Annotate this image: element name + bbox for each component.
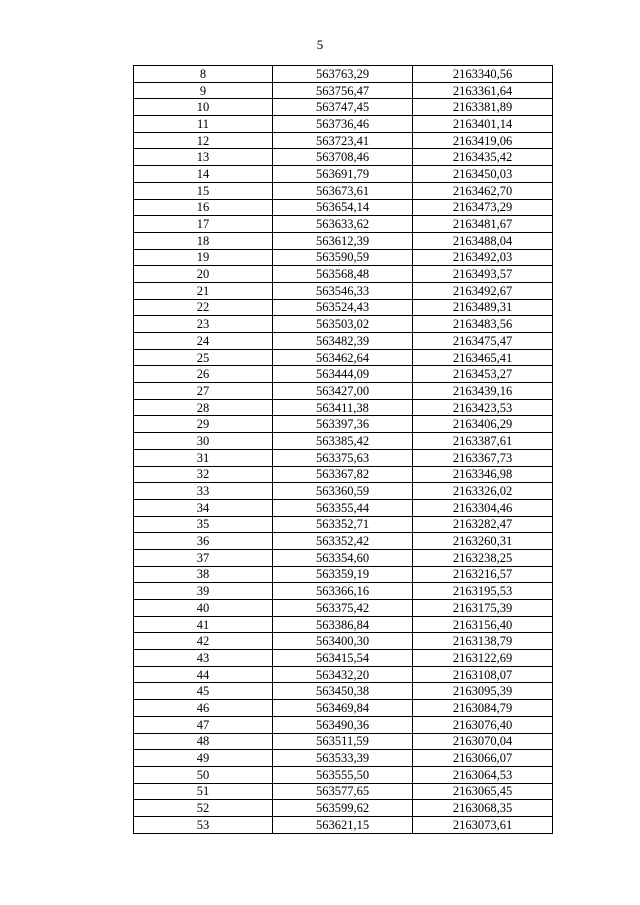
x-coordinate-cell: 563385,42 (273, 433, 413, 450)
table-row (134, 366, 553, 383)
point-number-cell: 48 (134, 733, 273, 750)
x-coordinate-cell: 563533,39 (273, 750, 413, 767)
x-coordinate-cell: 563397,36 (273, 416, 413, 433)
y-coordinate-cell: 2163465,41 (413, 349, 553, 366)
point-number-cell: 44 (134, 666, 273, 683)
x-coordinate-cell: 563736,46 (273, 116, 413, 133)
point-number-cell: 24 (134, 333, 273, 350)
point-number-cell: 15 (134, 182, 273, 199)
y-coordinate-cell: 2163346,98 (413, 466, 553, 483)
x-coordinate-cell: 563411,38 (273, 399, 413, 416)
y-coordinate-cell: 2163073,61 (413, 816, 553, 833)
x-coordinate-cell: 563763,29 (273, 66, 413, 83)
x-coordinate-cell: 563366,16 (273, 583, 413, 600)
table-row (134, 816, 553, 833)
x-coordinate-cell: 563568,48 (273, 266, 413, 283)
y-coordinate-cell: 2163066,07 (413, 750, 553, 767)
table-row (134, 800, 553, 817)
x-coordinate-cell: 563654,14 (273, 199, 413, 216)
table-row (134, 66, 553, 83)
table-row (134, 249, 553, 266)
point-number-cell: 43 (134, 650, 273, 667)
x-coordinate-cell: 563360,59 (273, 483, 413, 500)
table-row (134, 349, 553, 366)
table-row (134, 333, 553, 350)
table-row (134, 449, 553, 466)
table-row (134, 416, 553, 433)
y-coordinate-cell: 2163175,39 (413, 600, 553, 617)
y-coordinate-cell: 2163070,04 (413, 733, 553, 750)
point-number-cell: 42 (134, 633, 273, 650)
y-coordinate-cell: 2163108,07 (413, 666, 553, 683)
table-row (134, 299, 553, 316)
table-row (134, 733, 553, 750)
point-number-cell: 29 (134, 416, 273, 433)
y-coordinate-cell: 2163216,57 (413, 566, 553, 583)
point-number-cell: 28 (134, 399, 273, 416)
point-number-cell: 37 (134, 549, 273, 566)
x-coordinate-cell: 563524,43 (273, 299, 413, 316)
y-coordinate-cell: 2163435,42 (413, 149, 553, 166)
x-coordinate-cell: 563386,84 (273, 616, 413, 633)
y-coordinate-cell: 2163065,45 (413, 783, 553, 800)
table-row (134, 716, 553, 733)
x-coordinate-cell: 563621,15 (273, 816, 413, 833)
x-coordinate-cell: 563599,62 (273, 800, 413, 817)
x-coordinate-cell: 563747,45 (273, 99, 413, 116)
point-number-cell: 49 (134, 750, 273, 767)
x-coordinate-cell: 563415,54 (273, 650, 413, 667)
y-coordinate-cell: 2163419,06 (413, 132, 553, 149)
x-coordinate-cell: 563352,42 (273, 533, 413, 550)
point-number-cell: 41 (134, 616, 273, 633)
point-number-cell: 35 (134, 516, 273, 533)
x-coordinate-cell: 563555,50 (273, 766, 413, 783)
x-coordinate-cell: 563427,00 (273, 383, 413, 400)
point-number-cell: 20 (134, 266, 273, 283)
point-number-cell: 52 (134, 800, 273, 817)
point-number-cell: 34 (134, 499, 273, 516)
x-coordinate-cell: 563462,64 (273, 349, 413, 366)
point-number-cell: 27 (134, 383, 273, 400)
point-number-cell: 50 (134, 766, 273, 783)
y-coordinate-cell: 2163282,47 (413, 516, 553, 533)
x-coordinate-cell: 563756,47 (273, 82, 413, 99)
x-coordinate-cell: 563432,20 (273, 666, 413, 683)
x-coordinate-cell: 563546,33 (273, 282, 413, 299)
point-number-cell: 30 (134, 433, 273, 450)
point-number-cell: 26 (134, 366, 273, 383)
table-row (134, 566, 553, 583)
point-number-cell: 45 (134, 683, 273, 700)
table-row (134, 266, 553, 283)
y-coordinate-cell: 2163489,31 (413, 299, 553, 316)
y-coordinate-cell: 2163138,79 (413, 633, 553, 650)
table-row (134, 666, 553, 683)
point-number-cell: 25 (134, 349, 273, 366)
coordinates-table (133, 65, 553, 834)
table-row (134, 82, 553, 99)
y-coordinate-cell: 2163492,03 (413, 249, 553, 266)
point-number-cell: 9 (134, 82, 273, 99)
y-coordinate-cell: 2163076,40 (413, 716, 553, 733)
x-coordinate-cell: 563367,82 (273, 466, 413, 483)
y-coordinate-cell: 2163084,79 (413, 700, 553, 717)
y-coordinate-cell: 2163423,53 (413, 399, 553, 416)
x-coordinate-cell: 563352,71 (273, 516, 413, 533)
point-number-cell: 12 (134, 132, 273, 149)
y-coordinate-cell: 2163156,40 (413, 616, 553, 633)
point-number-cell: 14 (134, 166, 273, 183)
y-coordinate-cell: 2163304,46 (413, 499, 553, 516)
point-number-cell: 51 (134, 783, 273, 800)
y-coordinate-cell: 2163361,64 (413, 82, 553, 99)
point-number-cell: 21 (134, 282, 273, 299)
y-coordinate-cell: 2163064,53 (413, 766, 553, 783)
table-row (134, 282, 553, 299)
table-row (134, 633, 553, 650)
table-row (134, 766, 553, 783)
x-coordinate-cell: 563359,19 (273, 566, 413, 583)
y-coordinate-cell: 2163475,47 (413, 333, 553, 350)
x-coordinate-cell: 563490,36 (273, 716, 413, 733)
x-coordinate-cell: 563691,79 (273, 166, 413, 183)
x-coordinate-cell: 563375,42 (273, 600, 413, 617)
x-coordinate-cell: 563444,09 (273, 366, 413, 383)
y-coordinate-cell: 2163492,67 (413, 282, 553, 299)
page-number: 5 (316, 37, 324, 52)
y-coordinate-cell: 2163481,67 (413, 216, 553, 233)
point-number-cell: 8 (134, 66, 273, 83)
table-row (134, 232, 553, 249)
y-coordinate-cell: 2163195,53 (413, 583, 553, 600)
y-coordinate-cell: 2163453,27 (413, 366, 553, 383)
point-number-cell: 18 (134, 232, 273, 249)
y-coordinate-cell: 2163401,14 (413, 116, 553, 133)
table-row (134, 516, 553, 533)
x-coordinate-cell: 563633,62 (273, 216, 413, 233)
point-number-cell: 47 (134, 716, 273, 733)
x-coordinate-cell: 563673,61 (273, 182, 413, 199)
x-coordinate-cell: 563400,30 (273, 633, 413, 650)
table-row (134, 600, 553, 617)
table-row (134, 483, 553, 500)
table-row (134, 616, 553, 633)
x-coordinate-cell: 563469,84 (273, 700, 413, 717)
table-row (134, 433, 553, 450)
table-row (134, 750, 553, 767)
table-row (134, 650, 553, 667)
y-coordinate-cell: 2163462,70 (413, 182, 553, 199)
table-row (134, 783, 553, 800)
x-coordinate-cell: 563723,41 (273, 132, 413, 149)
point-number-cell: 22 (134, 299, 273, 316)
x-coordinate-cell: 563375,63 (273, 449, 413, 466)
x-coordinate-cell: 563612,39 (273, 232, 413, 249)
y-coordinate-cell: 2163473,29 (413, 199, 553, 216)
y-coordinate-cell: 2163122,69 (413, 650, 553, 667)
point-number-cell: 19 (134, 249, 273, 266)
x-coordinate-cell: 563590,59 (273, 249, 413, 266)
point-number-cell: 31 (134, 449, 273, 466)
point-number-cell: 53 (134, 816, 273, 833)
y-coordinate-cell: 2163260,31 (413, 533, 553, 550)
x-coordinate-cell: 563503,02 (273, 316, 413, 333)
y-coordinate-cell: 2163068,35 (413, 800, 553, 817)
y-coordinate-cell: 2163483,56 (413, 316, 553, 333)
point-number-cell: 32 (134, 466, 273, 483)
table-row (134, 316, 553, 333)
y-coordinate-cell: 2163450,03 (413, 166, 553, 183)
table-row (134, 383, 553, 400)
point-number-cell: 16 (134, 199, 273, 216)
table-row (134, 149, 553, 166)
table-row (134, 700, 553, 717)
point-number-cell: 36 (134, 533, 273, 550)
table-row (134, 499, 553, 516)
point-number-cell: 33 (134, 483, 273, 500)
y-coordinate-cell: 2163387,61 (413, 433, 553, 450)
table-row (134, 116, 553, 133)
table-row (134, 99, 553, 116)
table-row (134, 182, 553, 199)
y-coordinate-cell: 2163381,89 (413, 99, 553, 116)
x-coordinate-cell: 563708,46 (273, 149, 413, 166)
x-coordinate-cell: 563450,38 (273, 683, 413, 700)
y-coordinate-cell: 2163488,04 (413, 232, 553, 249)
table-row (134, 683, 553, 700)
x-coordinate-cell: 563354,60 (273, 549, 413, 566)
y-coordinate-cell: 2163340,56 (413, 66, 553, 83)
table-row (134, 216, 553, 233)
point-number-cell: 11 (134, 116, 273, 133)
point-number-cell: 17 (134, 216, 273, 233)
point-number-cell: 40 (134, 600, 273, 617)
point-number-cell: 23 (134, 316, 273, 333)
y-coordinate-cell: 2163406,29 (413, 416, 553, 433)
y-coordinate-cell: 2163238,25 (413, 549, 553, 566)
x-coordinate-cell: 563355,44 (273, 499, 413, 516)
y-coordinate-cell: 2163095,39 (413, 683, 553, 700)
point-number-cell: 38 (134, 566, 273, 583)
table-row (134, 199, 553, 216)
x-coordinate-cell: 563482,39 (273, 333, 413, 350)
table-row (134, 549, 553, 566)
y-coordinate-cell: 2163439,16 (413, 383, 553, 400)
table-row (134, 466, 553, 483)
point-number-cell: 46 (134, 700, 273, 717)
table-row (134, 533, 553, 550)
table-row (134, 166, 553, 183)
table-row (134, 583, 553, 600)
y-coordinate-cell: 2163493,57 (413, 266, 553, 283)
y-coordinate-cell: 2163367,73 (413, 449, 553, 466)
point-number-cell: 39 (134, 583, 273, 600)
point-number-cell: 10 (134, 99, 273, 116)
x-coordinate-cell: 563577,65 (273, 783, 413, 800)
coordinates-table-body (134, 66, 553, 834)
y-coordinate-cell: 2163326,02 (413, 483, 553, 500)
x-coordinate-cell: 563511,59 (273, 733, 413, 750)
point-number-cell: 13 (134, 149, 273, 166)
table-row (134, 399, 553, 416)
table-row (134, 132, 553, 149)
